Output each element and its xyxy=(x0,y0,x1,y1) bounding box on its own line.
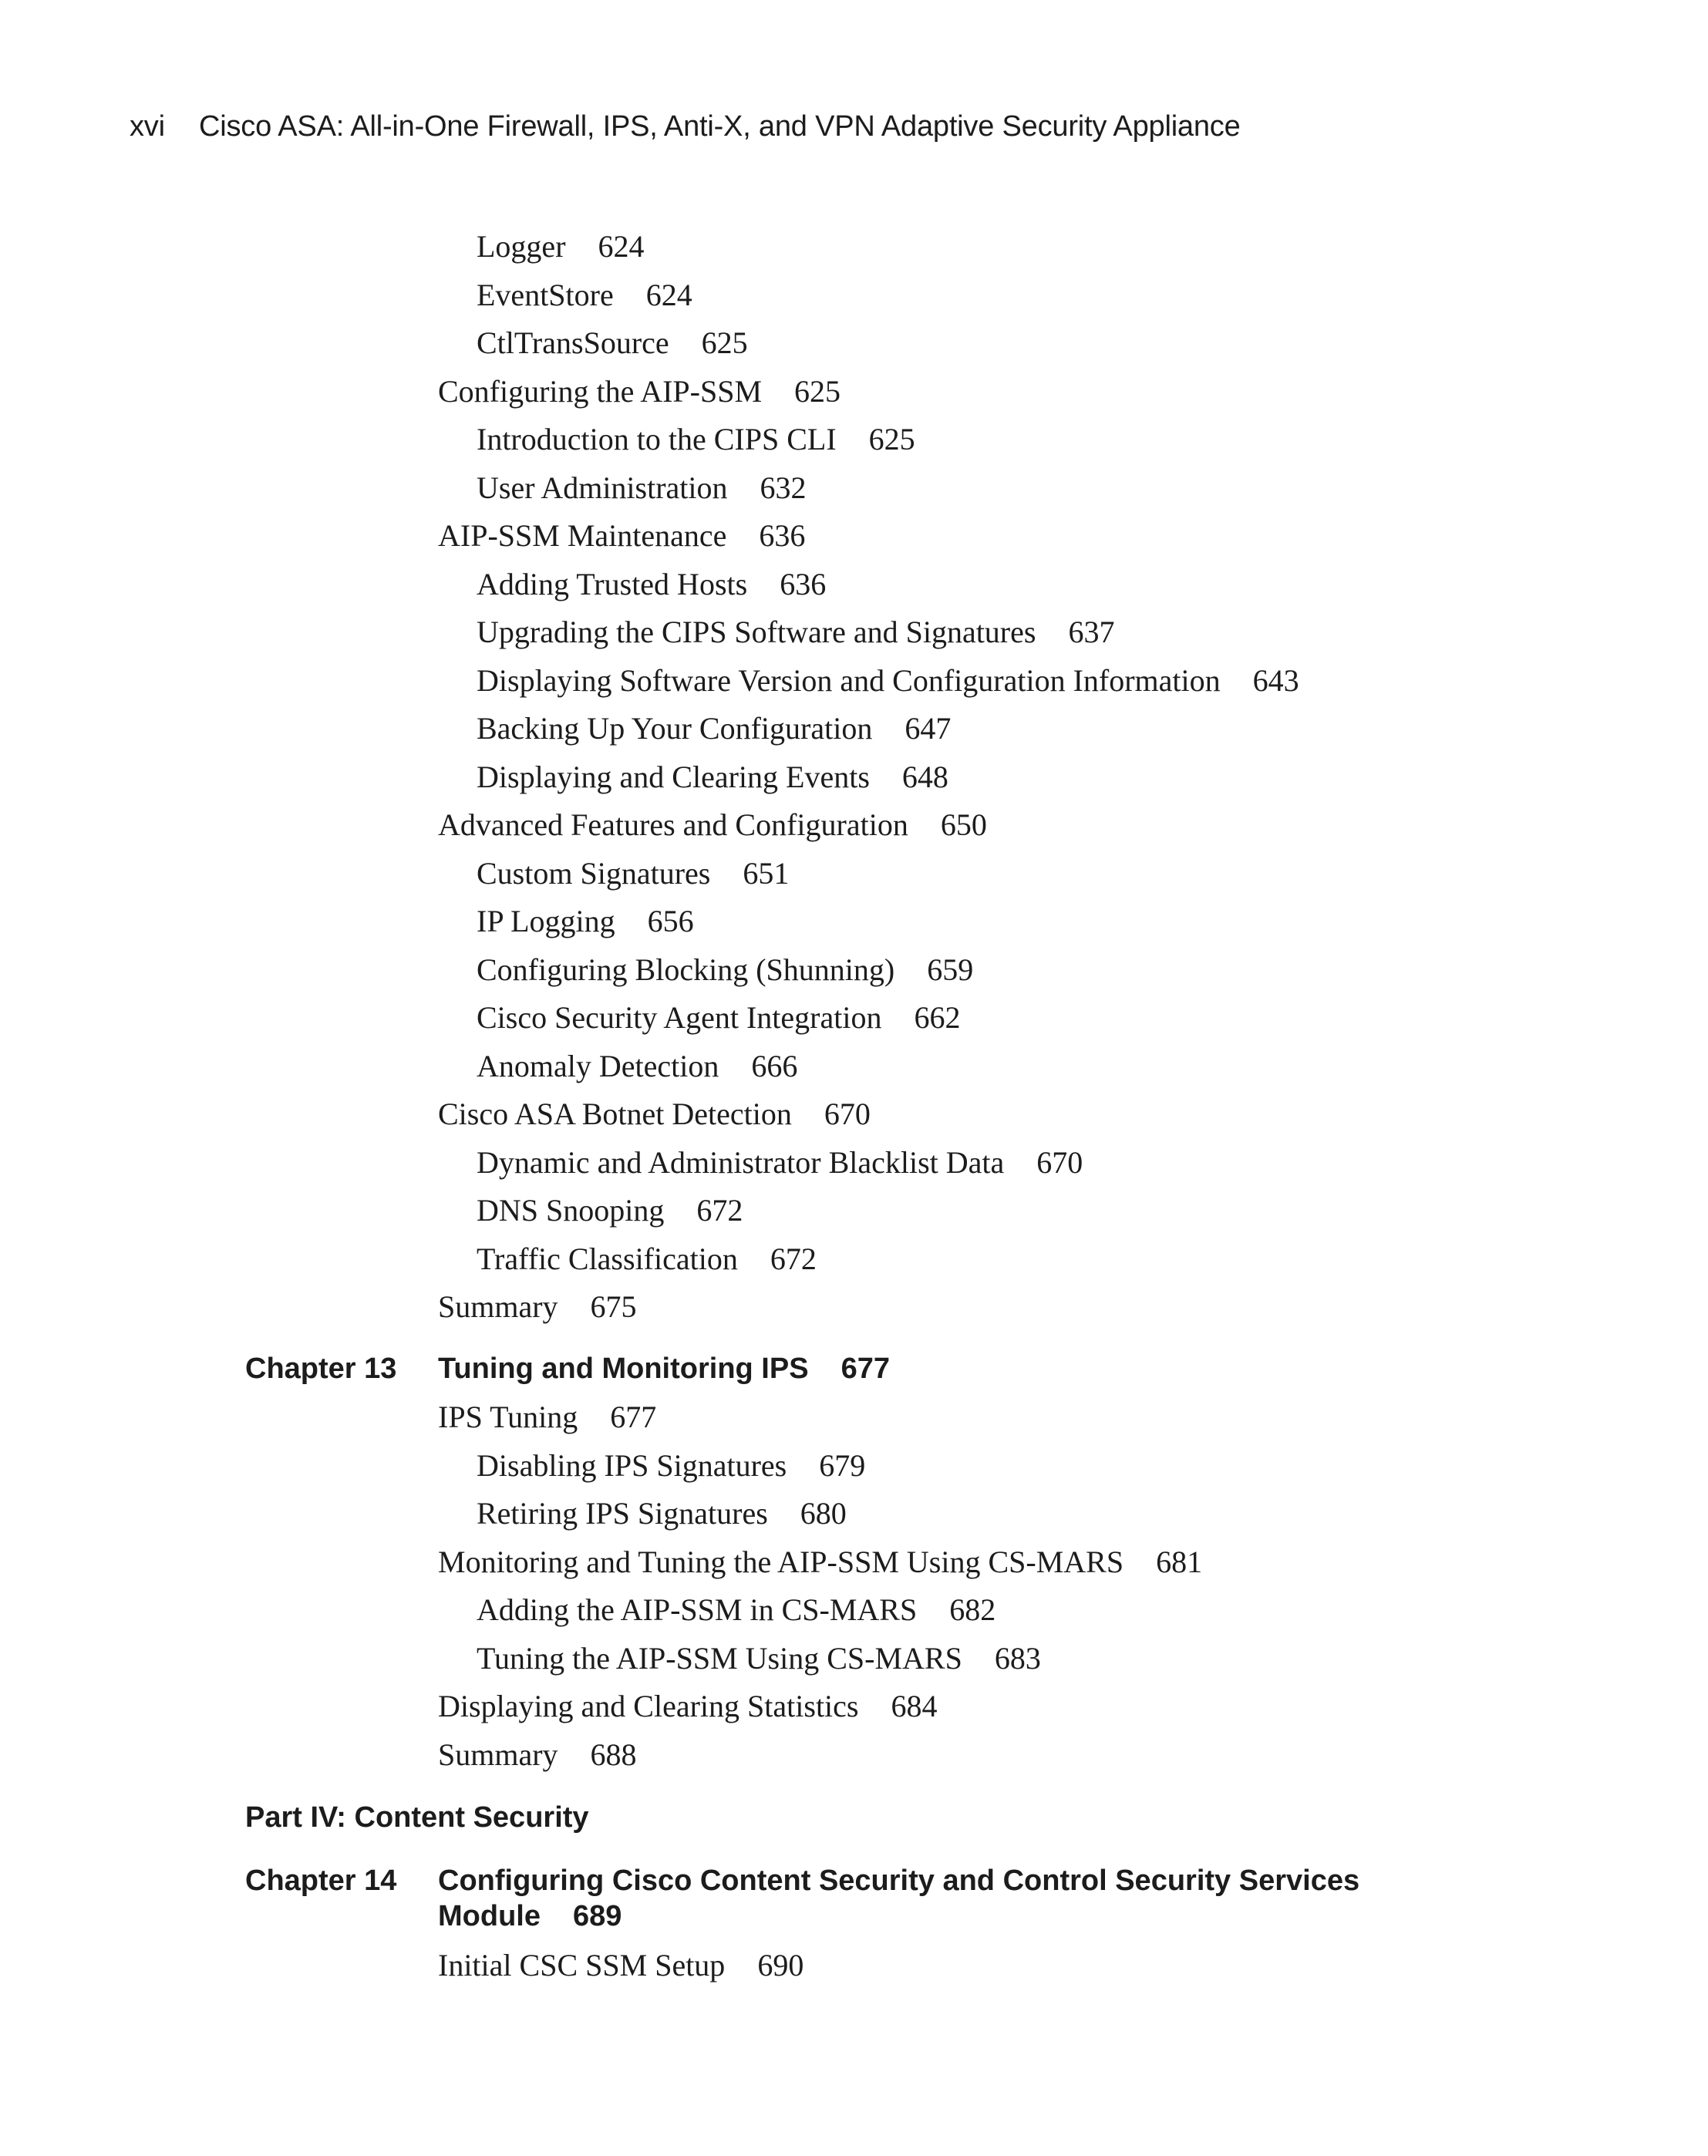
toc-entry-title: DNS Snooping xyxy=(477,1193,665,1228)
toc-entry-page: 624 xyxy=(645,278,692,312)
toc-entry[interactable] xyxy=(438,1289,637,1326)
toc-entry[interactable] xyxy=(477,1241,817,1278)
chapter-14-page: 689 xyxy=(572,1900,622,1932)
toc-entry-page: 682 xyxy=(949,1592,996,1627)
toc-entry-page: 624 xyxy=(598,229,645,264)
toc-entry-page: 647 xyxy=(905,711,952,746)
toc-entry-page: 672 xyxy=(770,1241,817,1276)
toc-entry[interactable] xyxy=(477,1447,865,1484)
toc-entry-title: IPS Tuning xyxy=(438,1400,578,1434)
toc-entry[interactable] xyxy=(438,1688,938,1725)
toc-entry-page: 670 xyxy=(1036,1145,1083,1180)
toc-entry[interactable] xyxy=(477,710,951,747)
toc-entry[interactable] xyxy=(477,855,789,892)
toc-entry-title: Summary xyxy=(438,1737,558,1772)
toc-entry-title: Advanced Features and Configuration xyxy=(438,807,908,842)
toc-entry-page: 684 xyxy=(891,1689,938,1723)
toc-entry[interactable] xyxy=(477,759,948,796)
toc-entry-title: IP Logging xyxy=(477,904,615,938)
toc-entry-page: 632 xyxy=(760,470,807,505)
toc-entry-title: Displaying and Clearing Statistics xyxy=(438,1689,859,1723)
chapter-14-title-line1: Configuring Cisco Content Security and Control Security Services xyxy=(438,1865,1360,1897)
toc-entry-page: 681 xyxy=(1156,1545,1203,1579)
toc-entry-title: Anomaly Detection xyxy=(477,1049,719,1083)
toc-entry-title: AIP-SSM Maintenance xyxy=(438,518,727,553)
toc-entry-page: 643 xyxy=(1252,663,1299,698)
toc-entry-title: Configuring the AIP-SSM xyxy=(438,374,763,409)
toc-entry[interactable] xyxy=(438,807,987,844)
toc-entry-page: 666 xyxy=(751,1049,798,1083)
toc-entry[interactable] xyxy=(477,470,807,507)
toc-entry-title: CtlTransSource xyxy=(477,325,669,360)
book-title: Cisco ASA: All-in-One Firewall, IPS, Anti-X, and VPN Adaptive Security Appliance xyxy=(199,110,1241,143)
toc-entry[interactable] xyxy=(477,614,1114,651)
toc-entry[interactable] xyxy=(477,277,692,314)
toc-entry-title: EventStore xyxy=(477,278,614,312)
toc-entry[interactable] xyxy=(477,1048,797,1085)
toc-entry-title: Retiring IPS Signatures xyxy=(477,1496,768,1531)
toc-entry-page: 637 xyxy=(1068,615,1115,649)
running-head xyxy=(130,110,1241,143)
toc-entry-title: Adding the AIP-SSM in CS-MARS xyxy=(477,1592,918,1627)
toc-entry-page: 690 xyxy=(757,1948,804,1983)
toc-entry[interactable] xyxy=(438,1737,637,1774)
toc-entry[interactable] xyxy=(438,373,841,410)
toc-entry-page: 679 xyxy=(819,1448,866,1483)
part-4-heading: Part IV: Content Security xyxy=(245,1801,589,1834)
toc-entry-title: Custom Signatures xyxy=(477,856,711,891)
chapter-13-label: Chapter 13 xyxy=(245,1353,397,1385)
toc-entry-title: Cisco ASA Botnet Detection xyxy=(438,1097,792,1131)
chapter-14-title[interactable] xyxy=(438,1863,1440,1934)
toc-entry[interactable] xyxy=(477,228,645,265)
toc-entry[interactable] xyxy=(438,1947,803,1984)
toc-entry[interactable] xyxy=(438,1544,1202,1581)
toc-entry[interactable] xyxy=(477,1192,743,1229)
toc-entry-title: User Administration xyxy=(477,470,728,505)
toc-entry-title: Cisco Security Agent Integration xyxy=(477,1000,882,1035)
toc-entry-page: 656 xyxy=(647,904,694,938)
toc-entry-title: Traffic Classification xyxy=(477,1241,738,1276)
toc-entry-title: Monitoring and Tuning the AIP-SSM Using CS-MARS xyxy=(438,1545,1124,1579)
toc-entry-title: Disabling IPS Signatures xyxy=(477,1448,787,1483)
toc-entry[interactable] xyxy=(477,999,960,1036)
toc-entry[interactable] xyxy=(438,1399,656,1436)
toc-entry-title: Adding Trusted Hosts xyxy=(477,567,748,601)
chapter-13-page: 677 xyxy=(841,1353,890,1385)
toc-entry-page: 659 xyxy=(927,952,974,987)
toc-entry-page: 625 xyxy=(794,374,841,409)
toc-entry-page: 680 xyxy=(800,1496,847,1531)
toc-entry-page: 683 xyxy=(994,1641,1041,1676)
toc-entry-page: 651 xyxy=(743,856,790,891)
toc-entry-title: Introduction to the CIPS CLI xyxy=(477,422,837,456)
toc-entry[interactable] xyxy=(477,952,973,989)
toc-entry-page: 650 xyxy=(940,807,987,842)
chapter-14-label: Chapter 14 xyxy=(245,1865,397,1897)
toc-entry[interactable] xyxy=(477,1592,995,1629)
toc-entry-title: Displaying Software Version and Configuration Information xyxy=(477,663,1221,698)
toc-entry[interactable] xyxy=(477,1144,1083,1181)
toc-entry[interactable] xyxy=(438,1096,871,1133)
toc-entry-title: Summary xyxy=(438,1289,558,1324)
toc-entry-title: Upgrading the CIPS Software and Signatures xyxy=(477,615,1036,649)
toc-entry-page: 688 xyxy=(590,1737,637,1772)
toc-entry-page: 670 xyxy=(824,1097,871,1131)
toc-entry-title: Tuning the AIP-SSM Using CS-MARS xyxy=(477,1641,962,1676)
toc-entry-title: Dynamic and Administrator Blacklist Data xyxy=(477,1145,1005,1180)
toc-entry-page: 625 xyxy=(868,422,915,456)
toc-entry-page: 672 xyxy=(696,1193,743,1228)
chapter-13-title-text: Tuning and Monitoring IPS xyxy=(438,1353,809,1385)
page-folio: xvi xyxy=(130,110,165,143)
toc-entry[interactable] xyxy=(477,566,826,603)
chapter-14-title-line2-row xyxy=(438,1898,1440,1934)
toc-entry-title: Backing Up Your Configuration xyxy=(477,711,873,746)
toc-entry[interactable] xyxy=(477,662,1299,699)
toc-entry-page: 636 xyxy=(780,567,827,601)
toc-entry-title: Displaying and Clearing Events xyxy=(477,760,870,794)
toc-entry[interactable] xyxy=(438,517,805,554)
toc-entry-title: Logger xyxy=(477,229,566,264)
toc-entry[interactable] xyxy=(477,421,915,458)
toc-entry-page: 648 xyxy=(901,760,948,794)
toc-entry-title: Initial CSC SSM Setup xyxy=(438,1948,726,1983)
toc-entry[interactable] xyxy=(477,325,748,362)
toc-entry-page: 675 xyxy=(590,1289,637,1324)
toc-entry[interactable] xyxy=(477,1495,847,1532)
toc-entry[interactable] xyxy=(477,903,694,940)
toc-entry-title: Configuring Blocking (Shunning) xyxy=(477,952,895,987)
toc-entry-page: 636 xyxy=(759,518,806,553)
toc-entry-page: 662 xyxy=(914,1000,961,1035)
toc-entry-page: 625 xyxy=(701,325,748,360)
chapter-14-title-line2: Module xyxy=(438,1900,541,1932)
chapter-13-title[interactable] xyxy=(438,1351,1440,1386)
toc-entry-page: 677 xyxy=(610,1400,657,1434)
toc-entry[interactable] xyxy=(477,1640,1041,1677)
